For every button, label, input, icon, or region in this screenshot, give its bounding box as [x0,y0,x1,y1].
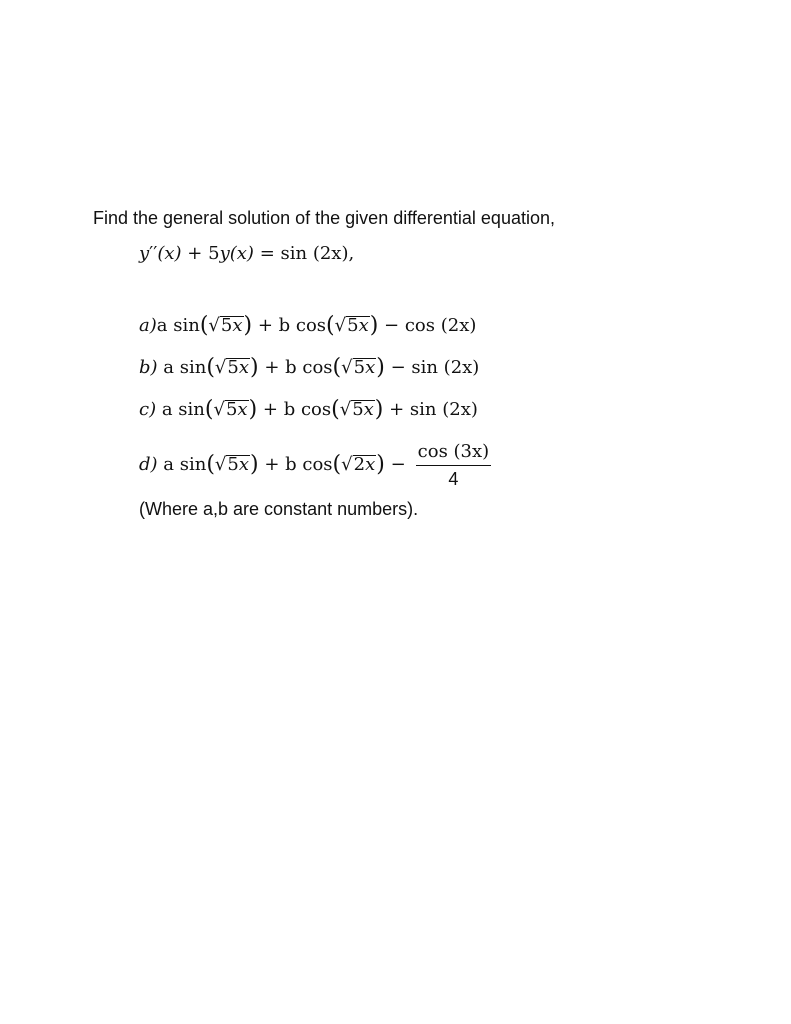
paren-open: ( [199,313,209,338]
option-c[interactable] [139,397,478,422]
radicand-x: x [358,315,369,336]
paren-close: ) [374,397,384,422]
option-a-sin: a sin [156,315,200,336]
radicand: 5 [227,357,239,378]
paren-open: ( [204,397,214,422]
sqrt-5x: √5x [334,315,369,336]
paren-close: ) [376,355,385,380]
radicand-x: x [238,357,250,378]
question-prompt: Find the general solution of the given differential equation, [93,208,555,228]
eq-rhs: sin (2x), [280,243,355,264]
paren-close: ) [376,452,385,477]
option-a-cos: + b cos [257,315,327,336]
eq-x2: (x) [229,243,254,264]
eq-x1: (x) [157,243,182,264]
eq-coef: 5 [208,243,220,264]
option-b-sin: a sin [163,357,207,378]
sqrt-5x: √5x [339,399,374,420]
option-a-tail: − cos (2x) [384,315,477,336]
sqrt-5x: √5x [208,315,243,336]
option-d-minus: − [390,454,406,475]
eq-y: y [139,243,150,264]
paren-open: ( [206,452,215,477]
radicand-x: x [365,357,376,378]
sqrt-5x: √5x [214,357,250,378]
fraction-numerator: cos (3x) [416,442,492,466]
option-d-fraction [416,442,492,489]
radicand-x: x [363,399,374,420]
option-d-sin: a sin [163,454,207,475]
eq-equals: = [259,243,275,264]
eq-prime: ′′ [149,243,158,264]
paren-open: ( [326,313,335,338]
option-d[interactable] [139,441,491,488]
radicand: 5 [220,315,233,336]
paren-close: ) [243,313,253,338]
paren-open: ( [206,355,215,380]
option-d-main [139,452,406,477]
sqrt-5x: √5x [214,454,250,475]
paren-close: ) [248,397,258,422]
paren-close: ) [369,313,379,338]
eq-plus: + [187,243,203,264]
sqrt-5x: √5x [341,357,376,378]
radicand: 5 [347,315,359,336]
eq-y2: y [219,243,230,264]
paren-open: ( [332,355,342,380]
option-d-label: d) [139,454,158,475]
radicand-x: x [237,399,248,420]
constants-note: (Where a,b are constant numbers). [139,499,419,519]
radicand: 5 [352,399,364,420]
sqrt-2x: √2x [341,454,376,475]
differential-equation [139,243,354,264]
radicand: 2 [353,454,366,475]
radicand: 5 [353,357,366,378]
option-b-tail: − sin (2x) [390,357,480,378]
option-b-label: b) [139,357,158,378]
paren-open: ( [332,452,342,477]
paren-open: ( [331,397,340,422]
option-b[interactable] [139,355,479,380]
paren-close: ) [250,452,259,477]
radicand: 5 [225,399,238,420]
option-c-tail: + sin (2x) [389,399,478,420]
option-c-label: c) [139,399,157,420]
radicand-x: x [232,315,243,336]
sqrt-5x: √5x [213,399,248,420]
radicand-x: x [365,454,376,475]
option-a-label: a) [139,315,157,336]
radicand-x: x [238,454,250,475]
fraction-denominator: 4 [448,469,459,489]
option-a[interactable] [139,313,476,338]
option-c-cos: + b cos [262,399,332,420]
option-b-cos: + b cos [264,357,333,378]
option-c-sin: a sin [161,399,205,420]
radicand: 5 [227,454,239,475]
paren-close: ) [250,355,259,380]
option-d-cos: + b cos [264,454,333,475]
